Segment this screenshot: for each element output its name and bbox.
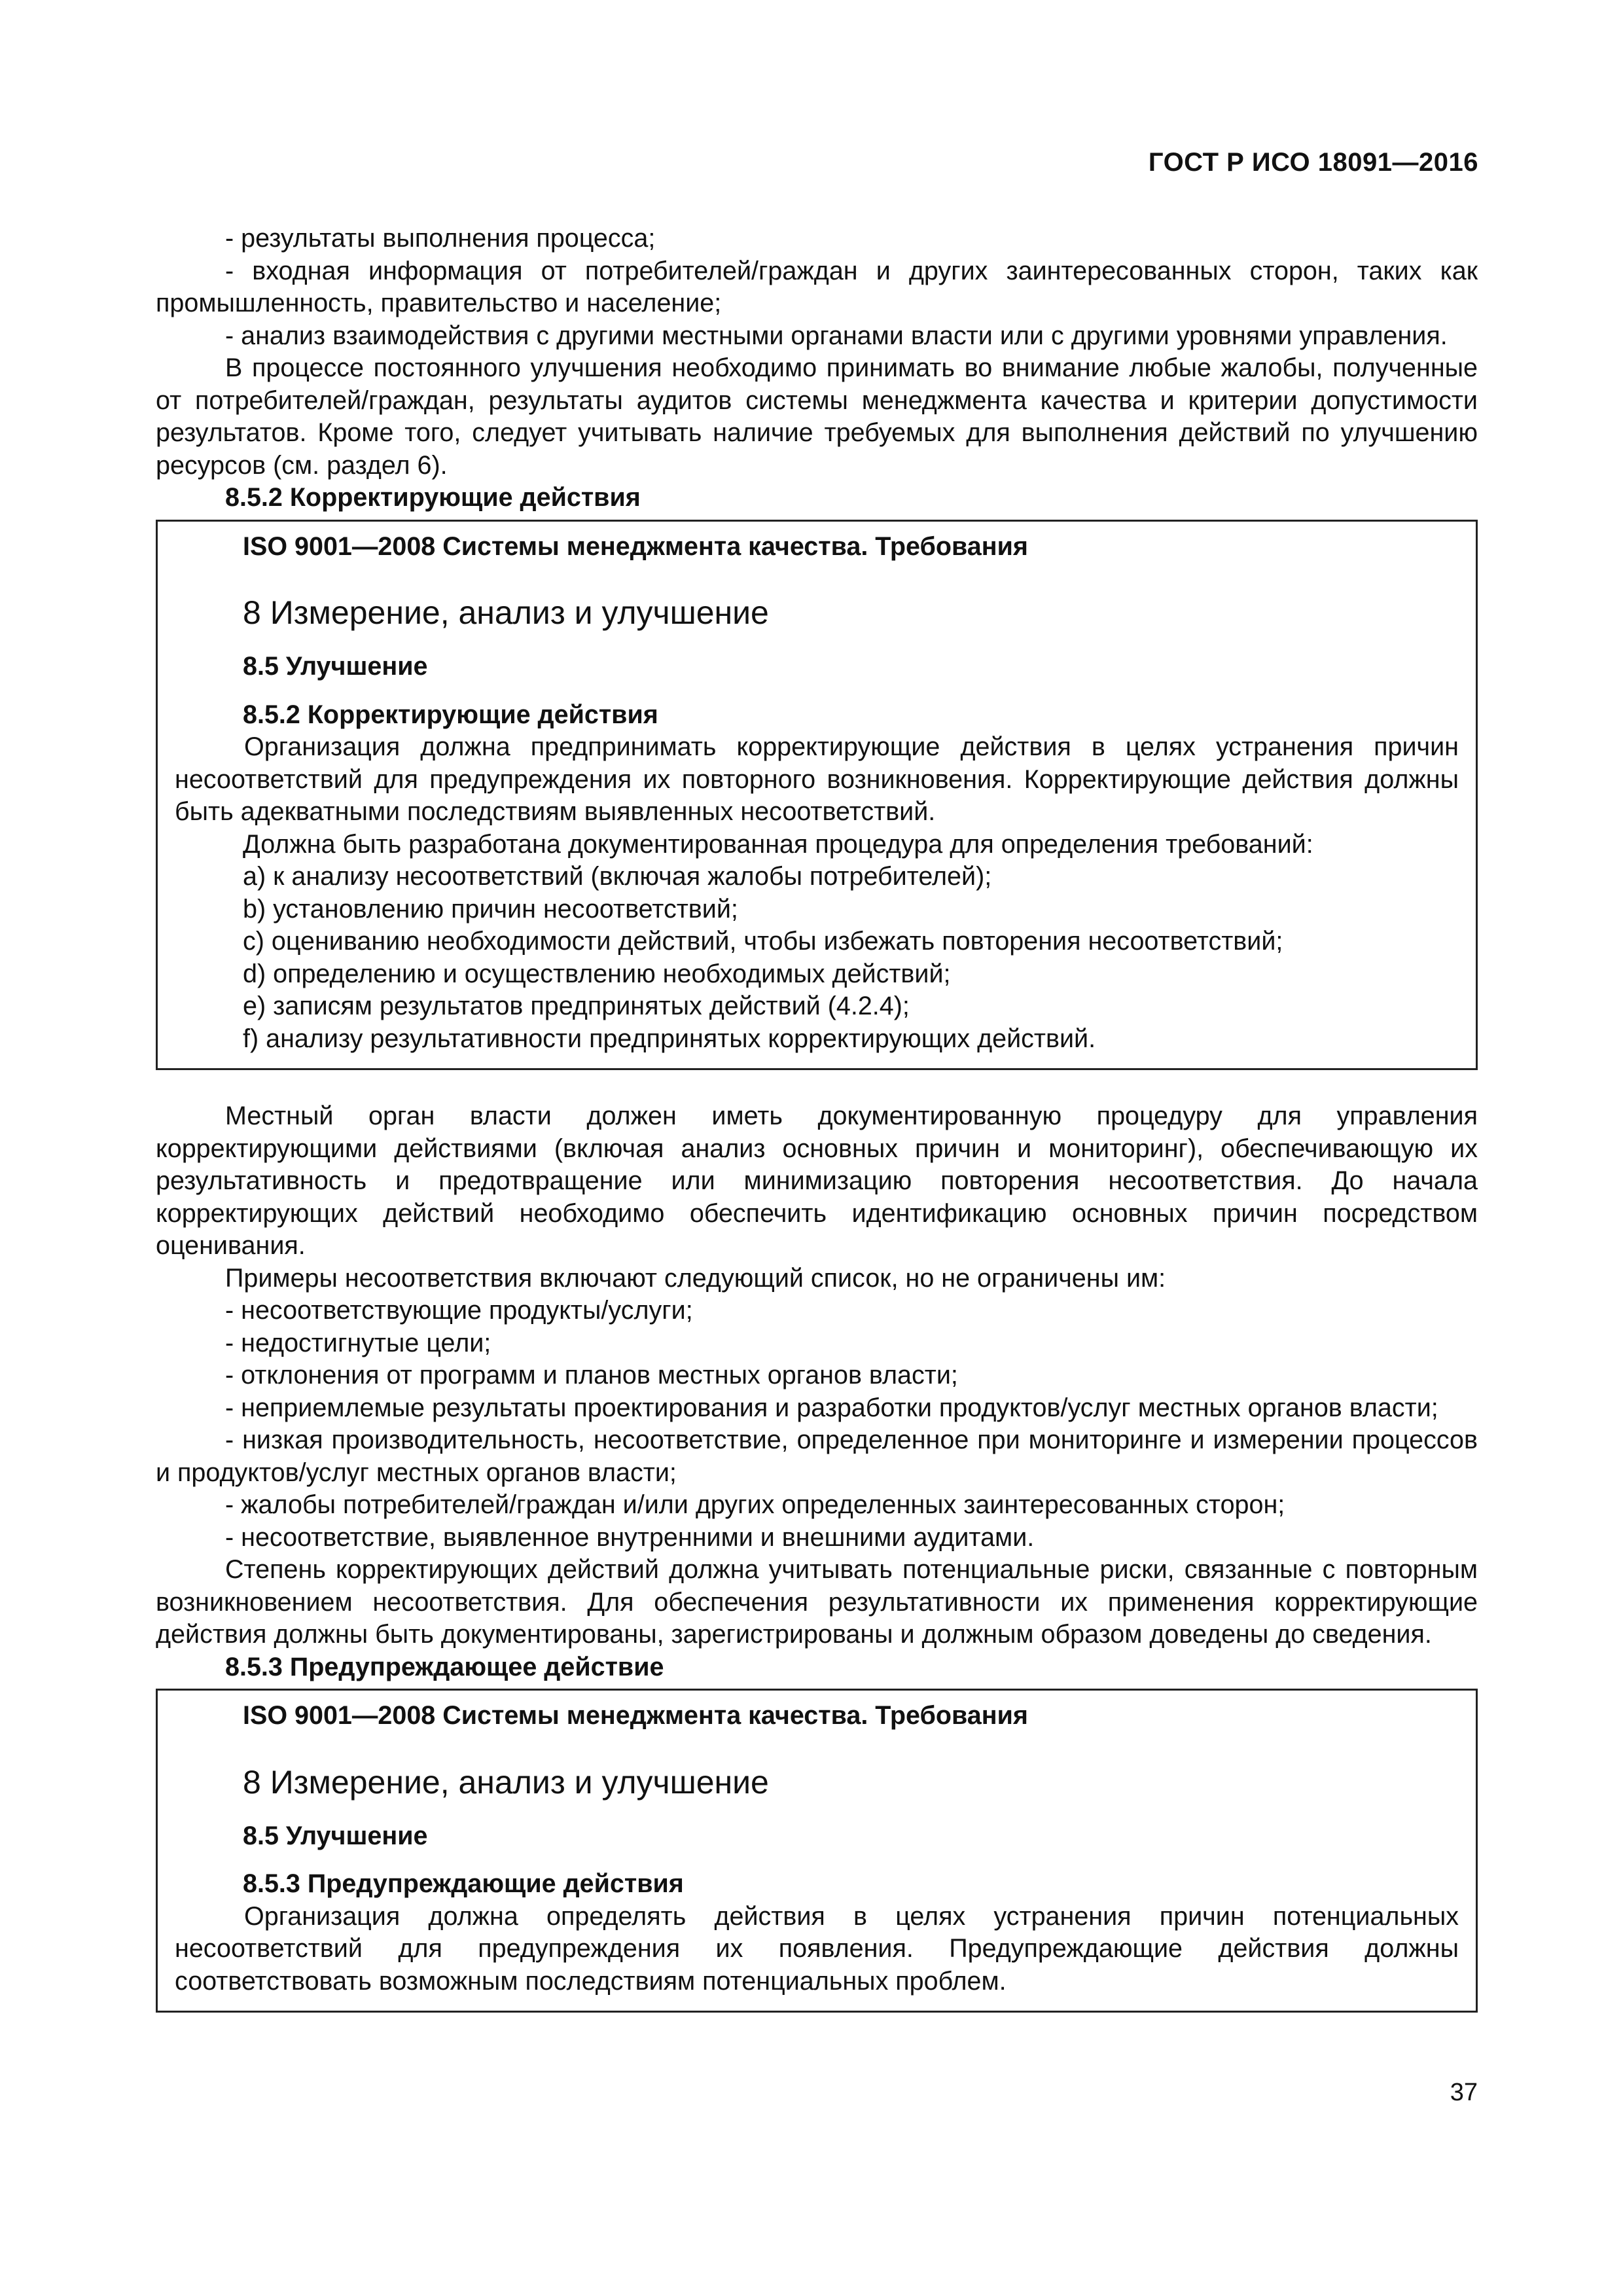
iso-quote-box-853 bbox=[156, 1689, 1478, 2013]
intro-paragraph: В процессе постоянного улучшения необходимо принимать во внимание любые жалобы, полученные от потребителей/граждан, результаты аудитов системы менеджмента качества и критерии допустимости результатов. Кроме того, следует учитывать наличие требуемых для выполнения действий по улучшению ресурсов (см. раздел 6). bbox=[156, 353, 1478, 480]
page-number: 37 bbox=[1450, 2079, 1478, 2106]
body2-item-1: - несоответствующие продукты/услуги; bbox=[225, 1296, 693, 1325]
intro-item-3: - анализ взаимодействия с другими местными органами власти или с другими уровнями управления. bbox=[225, 321, 1448, 350]
intro-item-2: - входная информация от потребителей/граждан и других заинтересованных сторон, таких как промышленность, правительство и население; bbox=[156, 256, 1478, 317]
box2-title: ISO 9001—2008 Системы менеджмента качества. Требования bbox=[243, 1701, 1028, 1730]
section-853-heading: 8.5.3 Предупреждающее действие bbox=[225, 1652, 664, 1681]
body2-paragraph-3: Степень корректирующих действий должна учитывать потенциальные риски, связанные с повторным возникновением несоответствия. Для обеспечения результативности их применения корректирующие действия должны быть документированы, зарегистрированы и должным образом доведены до сведения. bbox=[156, 1555, 1478, 1649]
standard-code-header: ГОСТ Р ИСО 18091—2016 bbox=[1148, 148, 1478, 177]
body2-item-6: - жалобы потребителей/граждан и/или других определенных заинтересованных сторон; bbox=[225, 1490, 1285, 1519]
body2-item-3: - отклонения от программ и планов местных органов власти; bbox=[225, 1361, 958, 1390]
box2-chapter-heading: 8 Измерение, анализ и улучшение bbox=[243, 1763, 769, 1801]
box2-subheading-85: 8.5 Улучшение bbox=[243, 1821, 428, 1850]
box1-list-item-f: f) анализу результативности предпринятых корректирующих действий. bbox=[243, 1024, 1096, 1053]
box1-paragraph-1: Организация должна предпринимать корректирующие действия в целях устранения причин несоответствий для предупреждения их повторного возникновения. Корректирующие действия должны быть адекватными последствиям выявленных несоответствий. bbox=[175, 732, 1459, 826]
box1-paragraph-2: Должна быть разработана документированная процедура для определения требований: bbox=[243, 829, 1313, 859]
page-content bbox=[156, 223, 1478, 2013]
box1-subheading-85: 8.5 Улучшение bbox=[243, 652, 428, 681]
box1-chapter-heading: 8 Измерение, анализ и улучшение bbox=[243, 594, 769, 631]
box1-list-item-b: b) установлению причин несоответствий; bbox=[243, 894, 738, 924]
box2-paragraph-1: Организация должна определять действия в целях устранения причин потенциальных несоответствий для предупреждения их появления. Предупреждающие действия должны соответствовать возможным последствиям потенциальных проблем. bbox=[175, 1901, 1459, 1996]
iso-quote-box-852 bbox=[156, 520, 1478, 1071]
box1-list-item-d: d) определению и осуществлению необходимых действий; bbox=[243, 959, 951, 988]
body2-item-4: - неприемлемые результаты проектирования и разработки продуктов/услуг местных органов власти; bbox=[225, 1393, 1438, 1422]
section-852-heading: 8.5.2 Корректирующие действия bbox=[225, 483, 641, 512]
body2-item-7: - несоответствие, выявленное внутренними и внешними аудитами. bbox=[225, 1522, 1035, 1552]
body2-paragraph-1: Местный орган власти должен иметь документированную процедуру для управления корректирующими действиями (включая анализ основных причин и мониторинг), обеспечивающую их результативность и предотвращение или минимизацию повторения несоответствия. До начала корректирующих действий необходимо обеспечить идентификацию основных причин посредством оценивания. bbox=[156, 1102, 1478, 1260]
box1-list-item-a: a) к анализу несоответствий (включая жалобы потребителей); bbox=[243, 862, 992, 891]
box1-list-item-c: c) оцениванию необходимости действий, чтобы избежать повторения несоответствий; bbox=[243, 927, 1283, 956]
intro-item-1: - результаты выполнения процесса; bbox=[225, 224, 656, 253]
box1-subheading-852: 8.5.2 Корректирующие действия bbox=[243, 700, 658, 729]
body2-paragraph-2: Примеры несоответствия включают следующий список, но не ограничены им: bbox=[225, 1263, 1166, 1293]
box1-list-item-e: e) записям результатов предпринятых действий (4.2.4); bbox=[243, 992, 910, 1020]
box2-subheading-853: 8.5.3 Предупреждающие действия bbox=[243, 1869, 684, 1898]
box1-title: ISO 9001—2008 Системы менеджмента качества. Требования bbox=[243, 531, 1028, 561]
body2-item-2: - недостигнутые цели; bbox=[225, 1328, 491, 1357]
body2-item-5: - низкая производительность, несоответствие, определенное при мониторинге и измерении процессов и продуктов/услуг местных органов власти; bbox=[156, 1426, 1478, 1487]
